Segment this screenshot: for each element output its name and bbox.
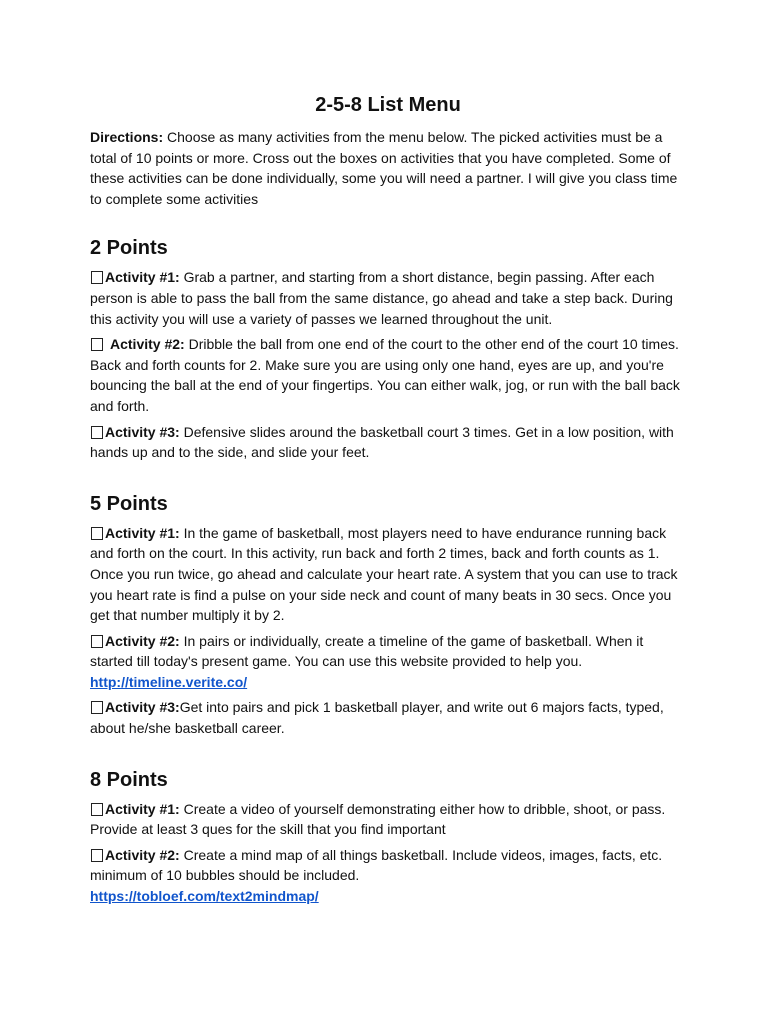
activity-label: Activity #1: bbox=[105, 524, 180, 541]
activity-text: In pairs or individually, create a timeline of the game of basketball. When it started till today's present game. You can use this website provided to help you. bbox=[90, 632, 644, 670]
checkbox[interactable] bbox=[91, 338, 103, 351]
section-heading: 2 Points bbox=[90, 237, 168, 260]
activity-label: Activity #2: bbox=[105, 632, 180, 649]
activity-item bbox=[90, 631, 686, 693]
checkbox[interactable] bbox=[91, 635, 103, 648]
activity-item bbox=[90, 799, 686, 840]
activity-item bbox=[90, 267, 686, 329]
activity-item bbox=[90, 334, 686, 416]
checkbox[interactable] bbox=[91, 527, 103, 540]
activity-label: Activity #2: bbox=[105, 846, 180, 863]
activity-text: Dribble the ball from one end of the court to the other end of the court 10 times. Back and forth counts for 2. Make sure you are using only one hand, eyes are up, and you're bouncing the ball at the end of your fingertips. You can either walk, jog, or run with the ball back and forth. bbox=[90, 336, 680, 414]
checkbox[interactable] bbox=[91, 271, 103, 284]
activity-text: Get into pairs and pick 1 basketball player, and write out 6 majors facts, typed, about he/she basketball career. bbox=[90, 699, 664, 737]
activity-text: Create a mind map of all things basketball. Include videos, images, facts, etc. minimum of 10 bubbles should be included. bbox=[90, 846, 663, 884]
directions-paragraph bbox=[90, 127, 686, 209]
section-8-points bbox=[90, 765, 686, 907]
timeline-link[interactable]: http://timeline.verite.co/ bbox=[90, 673, 248, 690]
activity-text: In the game of basketball, most players need to have endurance running back and forth on the court. In this activity, run back and forth 2 times, back and forth counts as 1. Once you run twice, go ahead and calculate your heart rate. A system that you can use to track you heart rate is find a pulse on your side neck and count of many beats in 30 secs. Once you get that number multiply it by 2. bbox=[90, 524, 678, 624]
activity-text: Defensive slides around the basketball court 3 times. Get in a low position, with hands up and to the side, and slide your feet. bbox=[90, 423, 674, 461]
activity-item bbox=[90, 845, 686, 907]
section-2-points bbox=[90, 233, 686, 462]
checkbox[interactable] bbox=[91, 803, 103, 816]
activity-text: Grab a partner, and starting from a short distance, begin passing. After each person is able to pass the ball from the same distance, go ahead and take a step back. During this activity you will use a variety of passes we learned throughout the unit. bbox=[90, 269, 673, 327]
activity-item bbox=[90, 697, 686, 738]
activity-label: Activity #1: bbox=[105, 269, 180, 286]
section-heading: 8 Points bbox=[90, 768, 168, 791]
checkbox[interactable] bbox=[91, 849, 103, 862]
document-page bbox=[90, 92, 686, 933]
directions-label: Directions: bbox=[90, 129, 164, 145]
checkbox[interactable] bbox=[91, 701, 103, 714]
section-heading: 5 Points bbox=[90, 492, 168, 515]
activity-label: Activity #3: bbox=[105, 699, 180, 716]
activity-label: Activity #1: bbox=[105, 800, 180, 817]
activity-item bbox=[90, 523, 686, 626]
activity-item bbox=[90, 422, 686, 463]
activity-label: Activity #2: bbox=[110, 336, 185, 353]
activity-label: Activity #3: bbox=[105, 423, 180, 440]
mindmap-link[interactable]: https://tobloef.com/text2mindmap/ bbox=[90, 888, 319, 905]
activity-text: Create a video of yourself demonstrating either how to dribble, shoot, or pass. Provide at least 3 ques for the skill that you find important bbox=[90, 800, 666, 838]
section-5-points bbox=[90, 489, 686, 739]
checkbox[interactable] bbox=[91, 426, 103, 439]
page-title: 2-5-8 List Menu bbox=[315, 94, 461, 116]
directions-text: Choose as many activities from the menu below. The picked activities must be a total of 10 points or more. Cross out the boxes on activities that you have completed. Some of these activities can be done individually, some you will need a partner. I will give you class time to complete some activities bbox=[90, 129, 678, 207]
